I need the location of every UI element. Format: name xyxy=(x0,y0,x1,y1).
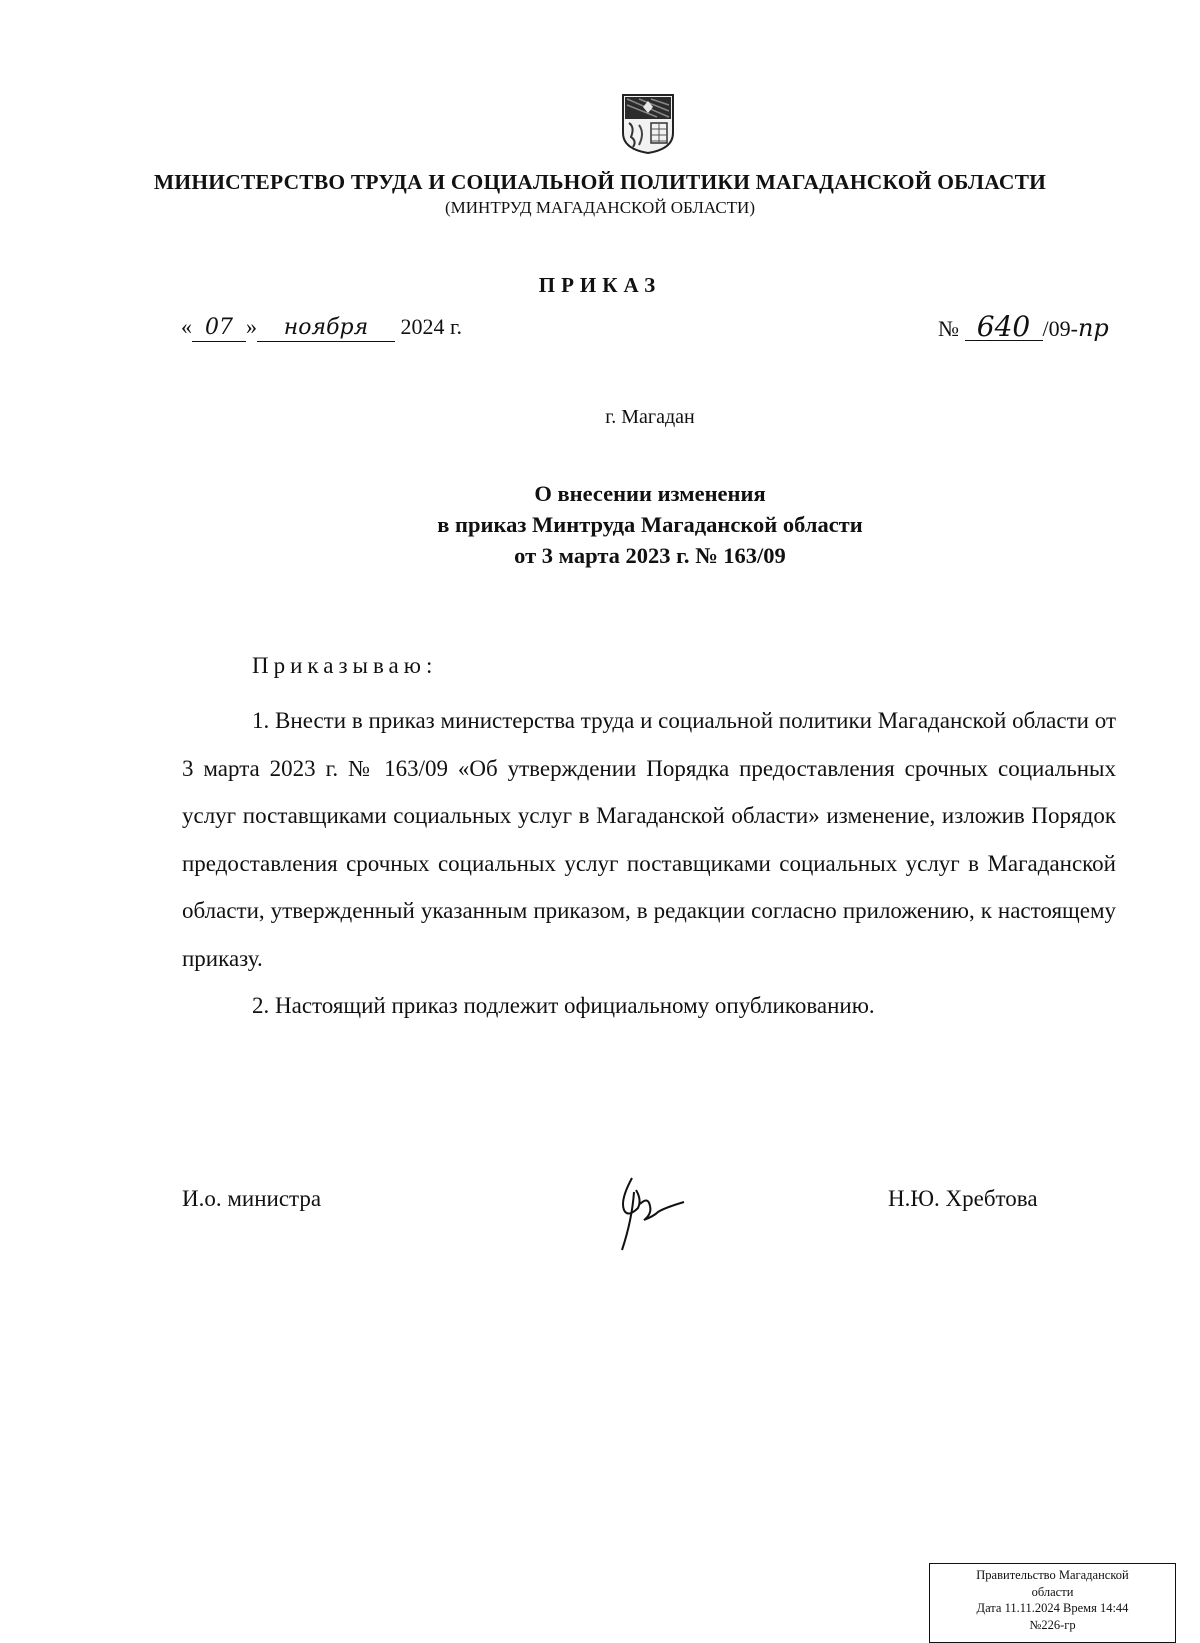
document-date xyxy=(181,314,462,342)
title-line-1: О внесении изменения xyxy=(534,481,766,506)
order-paragraph-1: 1. Внести в приказ министерства труда и социальной политики Магаданской области от 3 марта 2023 г. № 163/09 «Об утверждении Порядка предоставления срочных социальных услуг поставщиками социальных услуг в Магаданской области» изменение, изложив Порядок предоставления срочных социальных услуг поставщиками социальных услуг в Магаданской области, утвержденный указанным приказом, в редакции согласно приложению, к настоящему приказу. xyxy=(182,708,1116,971)
number-prefix: № xyxy=(938,316,959,341)
date-year: 2024 г. xyxy=(400,314,463,339)
organization-name: МИНИСТЕРСТВО ТРУДА И СОЦИАЛЬНОЙ ПОЛИТИКИ МАГАДАНСКОЙ ОБЛАСТИ xyxy=(153,170,1047,194)
document-type: ПРИКАЗ xyxy=(538,273,662,297)
signatory-name: Н.Ю. Хребтова xyxy=(888,1186,1038,1211)
date-open-quote: « xyxy=(181,314,192,339)
stamp-line-4: №226-гр xyxy=(1029,1617,1076,1632)
coat-of-arms-icon xyxy=(621,93,675,155)
date-day-handwritten: 07 xyxy=(192,315,246,342)
handwritten-signature-icon xyxy=(610,1170,690,1255)
title-line-2: в приказ Минтруда Магаданской области xyxy=(437,512,863,537)
stamp-line-3: Дата 11.11.2024 Время 14:44 xyxy=(976,1601,1129,1615)
date-month-handwritten: ноября xyxy=(257,315,395,342)
number-middle: /09- xyxy=(1042,316,1078,341)
order-title xyxy=(0,478,1200,571)
organization-short-name: (МИНТРУД МАГАДАНСКОЙ ОБЛАСТИ) xyxy=(444,198,755,217)
number-suffix-handwritten: пр xyxy=(1077,314,1109,342)
stamp-line-2: области xyxy=(1031,1584,1074,1599)
document-number xyxy=(938,310,1109,343)
date-close-quote: » xyxy=(246,314,257,339)
registration-stamp xyxy=(929,1563,1176,1643)
number-handwritten: 640 xyxy=(965,314,1043,341)
order-body xyxy=(182,697,1116,1030)
directive-word: Приказываю: xyxy=(252,653,438,678)
signatory-role: И.о. министра xyxy=(182,1186,322,1211)
city-name: г. Магадан xyxy=(605,406,695,428)
title-line-3: от 3 марта 2023 г. № 163/09 xyxy=(514,543,786,568)
order-paragraph-2: 2. Настоящий приказ подлежит официальному опубликованию. xyxy=(252,993,875,1018)
stamp-line-1: Правительство Магаданской xyxy=(976,1568,1129,1582)
